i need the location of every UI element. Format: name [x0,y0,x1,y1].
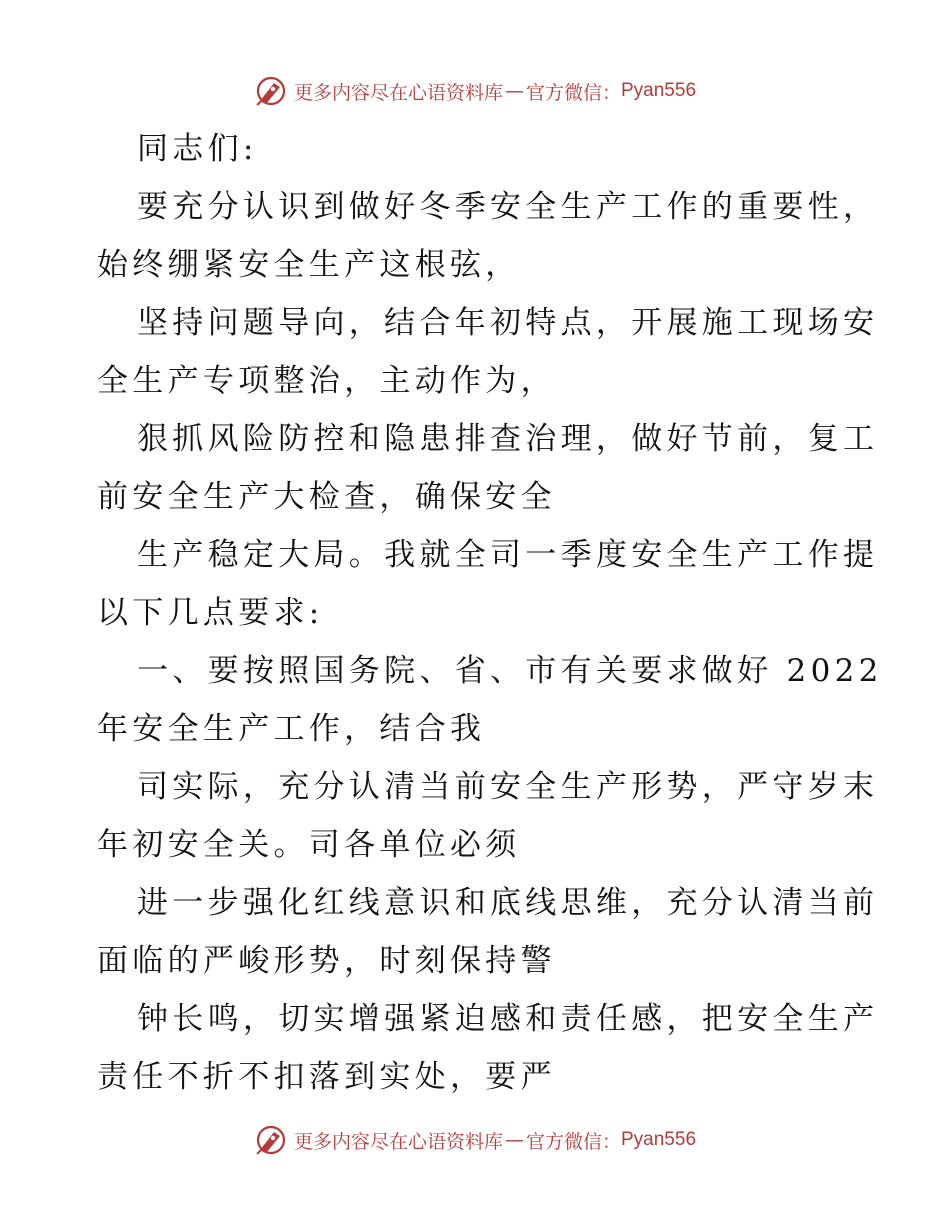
text-line: 前安全生产大检查，确保安全 [97,479,556,515]
watermark-text: 更多内容尽在心语资料库 [293,1130,503,1153]
text-line: 年初安全关。司各单位必须 [97,827,521,863]
text-line: 以下几点要求: [97,595,324,631]
watermark-official-label: 官方微信： [525,1130,621,1153]
watermark-separator: — [504,1129,524,1151]
text-line: 钟长鸣，切实增强紧迫感和责任感，把安全生产 [137,1001,879,1037]
text-line: 全生产专项整治，主动作为， [97,363,556,399]
watermark-text: 更多内容尽在心语资料库 [293,81,503,104]
footer-watermark [0,1120,950,1160]
pen-nib-logo-icon [254,1123,288,1157]
text-line: 要充分认识到做好冬季安全生产工作的重要性， [137,189,879,225]
text-line: 年安全生产工作，结合我 [97,711,486,747]
text-line: 面临的严峻形势，时刻保持警 [97,943,556,979]
text-line: 责任不折不扣落到实处，要严 [97,1059,556,1095]
header-watermark [0,71,950,111]
watermark-separator: — [504,80,524,102]
pen-nib-logo-icon [254,74,288,108]
text-line: 生产稳定大局。我就全司一季度安全生产工作提 [137,537,879,573]
document-body [97,120,883,1106]
watermark-official-label: 官方微信： [525,81,621,104]
watermark-wechat-id: Pyan556 [621,1129,697,1150]
watermark-wechat-id: Pyan556 [621,80,697,101]
text-line: 狠抓风险防控和隐患排查治理，做好节前，复工 [137,421,879,457]
text-line: 坚持问题导向，结合年初特点，开展施工现场安 [137,305,879,341]
text-line: 司实际，充分认清当前安全生产形势，严守岁末 [137,769,879,805]
text-line: 一、要按照国务院、省、市有关要求做好 2022 [137,653,883,689]
text-line: 进一步强化红线意识和底线思维，充分认清当前 [137,885,879,921]
text-line: 同志们: [137,131,258,167]
text-line: 始终绷紧安全生产这根弦， [97,247,521,283]
